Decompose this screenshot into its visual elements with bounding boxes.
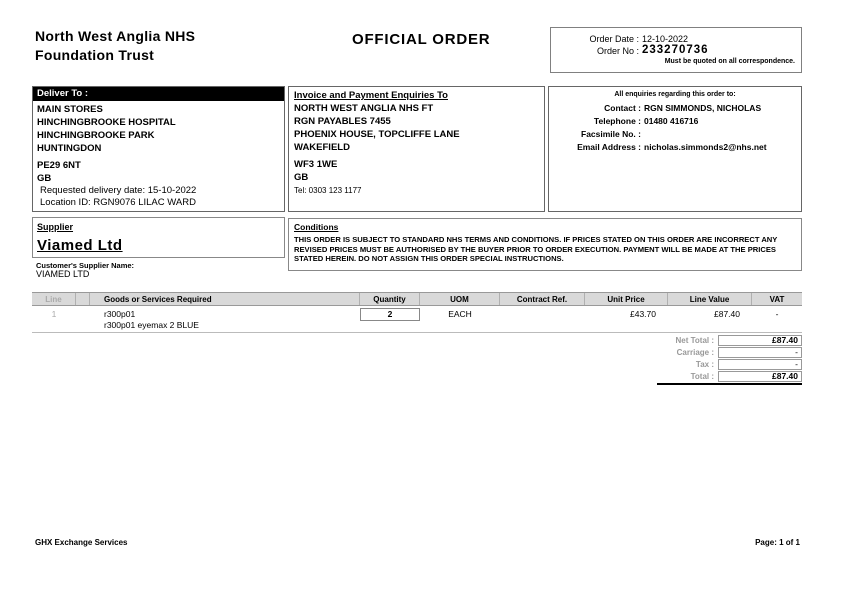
contact-label: Contact : bbox=[604, 103, 641, 113]
row-line-value: £87.40 bbox=[714, 309, 740, 319]
order-number-row bbox=[551, 45, 801, 57]
col-header-line: Line bbox=[32, 293, 76, 305]
footer-service-name: GHX Exchange Services bbox=[35, 538, 128, 547]
conditions-text: THIS ORDER IS SUBJECT TO STANDARD NHS TERMS AND CONDITIONS. IF PRICES STATED ON THIS ORDER ARE INCORRECT ANY REVISED PRICES MUST BE AUTHORISED BY THE BUYER PRIOR TO ORDER EXECUTION. PAYMENT WILL BE MADE AT THE PRICES STATED HEREIN. DO NOT ASSIGN THIS ORDER SPECIAL INSTRUCTIONS. bbox=[294, 235, 778, 264]
conditions-box bbox=[288, 218, 802, 271]
items-table-header bbox=[32, 292, 802, 306]
invoice-address-line: RGN PAYABLES 7455 bbox=[294, 116, 391, 127]
trust-name bbox=[35, 27, 195, 65]
supplier-header: Supplier bbox=[37, 222, 74, 232]
tax-value: - bbox=[718, 359, 802, 370]
total-value: £87.40 bbox=[718, 371, 802, 382]
invoice-country: GB bbox=[294, 172, 309, 183]
row-description bbox=[90, 306, 360, 332]
telephone-row bbox=[549, 115, 801, 128]
supplier-box bbox=[32, 217, 285, 258]
order-date-value: 12-10-2022 bbox=[642, 34, 689, 44]
telephone-value: 01480 416716 bbox=[644, 116, 699, 126]
contact-value: RGN SIMMONDS, NICHOLAS bbox=[644, 103, 762, 113]
invoice-address-line: NORTH WEST ANGLIA NHS FT bbox=[294, 103, 434, 114]
totals-section bbox=[608, 335, 802, 385]
facsimile-label: Facsimile No. : bbox=[581, 129, 641, 139]
row-quantity-cell bbox=[360, 306, 420, 332]
conditions-header: Conditions bbox=[294, 222, 339, 232]
location-id: Location ID: RGN9076 LILAC WARD bbox=[40, 197, 196, 208]
telephone-label: Telephone : bbox=[593, 116, 641, 126]
row-quantity-value: 2 bbox=[360, 308, 420, 321]
row-spacer bbox=[76, 306, 90, 332]
order-number-value: 233270736 bbox=[642, 44, 709, 56]
total-label: Total : bbox=[690, 372, 714, 381]
order-number-label: Order No : bbox=[596, 46, 639, 56]
col-header-contract-ref: Contract Ref. bbox=[500, 293, 585, 305]
row-unit-price: £43.70 bbox=[630, 309, 656, 319]
deliver-postcode: PE29 6NT bbox=[37, 160, 81, 171]
deliver-to-header: Deliver To : bbox=[33, 87, 284, 101]
col-header-unit-price: Unit Price bbox=[585, 293, 668, 305]
tax-row bbox=[608, 359, 802, 370]
total-row bbox=[608, 371, 802, 382]
customer-supplier-name-label: Customer's Supplier Name: bbox=[36, 261, 135, 270]
row-uom: EACH bbox=[448, 309, 472, 319]
col-header-goods: Goods or Services Required bbox=[90, 293, 360, 305]
net-total-value: £87.40 bbox=[718, 335, 802, 346]
facsimile-row bbox=[549, 128, 801, 141]
footer-page-number: Page: 1 of 1 bbox=[755, 538, 800, 547]
row-contract-ref bbox=[500, 306, 585, 332]
row-description-line2: r300p01 eyemax 2 BLUE bbox=[104, 320, 199, 330]
invoice-enquiries-header: Invoice and Payment Enquiries To bbox=[294, 90, 448, 101]
trust-name-line1: North West Anglia NHS bbox=[35, 28, 196, 44]
net-total-row bbox=[608, 335, 802, 346]
col-header-vat: VAT bbox=[769, 294, 785, 304]
deliver-address-line: HUNTINGDON bbox=[37, 143, 102, 154]
total-underline bbox=[657, 383, 802, 385]
document-title: OFFICIAL ORDER bbox=[352, 31, 491, 48]
deliver-country: GB bbox=[37, 173, 52, 184]
invoice-address-line: PHOENIX HOUSE, TOPCLIFFE LANE bbox=[294, 129, 460, 140]
carriage-value: - bbox=[718, 347, 802, 358]
enquiries-header: All enquiries regarding this order to: bbox=[614, 91, 736, 98]
order-number-note: Must be quoted on all correspondence. bbox=[664, 58, 795, 65]
enquiries-contact-box bbox=[548, 86, 802, 212]
col-header-spacer bbox=[76, 293, 90, 305]
deliver-address-line: MAIN STORES bbox=[37, 104, 103, 115]
trust-name-line2: Foundation Trust bbox=[35, 47, 155, 63]
email-label: Email Address : bbox=[577, 142, 641, 152]
table-row bbox=[32, 306, 802, 333]
invoice-postcode: WF3 1WE bbox=[294, 159, 338, 170]
items-table bbox=[32, 292, 802, 333]
invoice-telephone: Tel: 0303 123 1177 bbox=[294, 186, 362, 195]
row-description-line1: r300p01 bbox=[104, 309, 136, 319]
net-total-label: Net Total : bbox=[675, 336, 714, 345]
carriage-row bbox=[608, 347, 802, 358]
invoice-enquiries-box bbox=[288, 86, 545, 212]
email-row bbox=[549, 141, 801, 154]
col-header-uom: UOM bbox=[420, 293, 500, 305]
contact-row bbox=[549, 102, 801, 115]
order-info-box bbox=[550, 27, 802, 73]
col-header-quantity: Quantity bbox=[360, 293, 420, 305]
row-vat: - bbox=[775, 309, 779, 319]
carriage-label: Carriage : bbox=[676, 348, 714, 357]
customer-supplier-name-value: VIAMED LTD bbox=[36, 269, 90, 279]
supplier-name: Viamed Ltd bbox=[37, 237, 123, 254]
deliver-address-line: HINCHINGBROOKE HOSPITAL bbox=[37, 117, 176, 128]
row-line-number: 1 bbox=[51, 309, 57, 319]
order-date-label: Order Date : bbox=[589, 34, 639, 44]
requested-delivery-date: Requested delivery date: 15-10-2022 bbox=[40, 185, 197, 196]
email-value: nicholas.simmonds2@nhs.net bbox=[644, 142, 767, 152]
tax-label: Tax : bbox=[695, 360, 714, 369]
invoice-address-line: WAKEFIELD bbox=[294, 142, 350, 153]
deliver-address-line: HINCHINGBROOKE PARK bbox=[37, 130, 155, 141]
col-header-line-value: Line Value bbox=[668, 293, 752, 305]
deliver-to-box bbox=[32, 86, 285, 212]
deliver-to-body bbox=[33, 101, 284, 211]
